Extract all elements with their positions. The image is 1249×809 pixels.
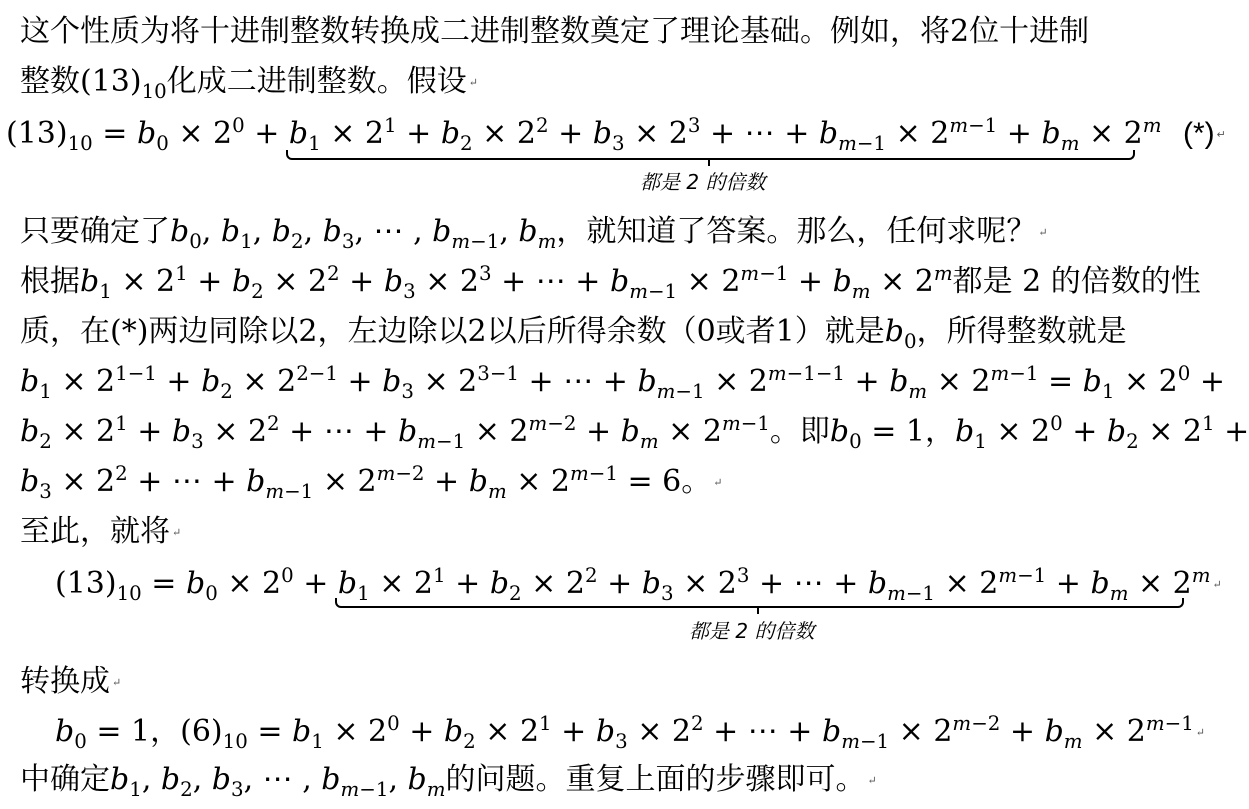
paragraph-6-suffix: 的问题。重复上面的步骤即可。 <box>445 762 866 797</box>
paragraph-6: 中确定$b_1$, $b_2$, $b_3$, ⋯ , $b_{m-1}$, $b_m$的问题。重复上面的步骤即可。 ↵ <box>20 762 877 801</box>
equation-1: $(13)_{10} = b_0 \times 2^0 + b_1 \times 2^1 + b_2 \times 2^2 + b_3 \times 2^3$ + ⋯ + $b_{m-1} \times 2^{m-1} + b_m \times 2^m$ <box>6 114 1162 155</box>
equation-2-brace-label: 都是 2 的倍数 <box>689 619 815 643</box>
paragraph-mark-icon: ↵ <box>172 526 182 539</box>
paragraph-1-text: 这个性质为将十进制整数转换成二进制整数奠定了理论基础。例如，将2位十进制 <box>20 14 1090 49</box>
equation-1-brace-label: 都是 2 的倍数 <box>640 170 766 194</box>
paragraph-3-line-5-end: 。 <box>681 464 712 499</box>
paragraph-3-line-1: 根据$b_1 \times 2^1 + b_2 \times 2^2 + b_3 \times 2^3$ + ⋯ + $b_{m-1} \times 2^{m-1} + b_m \times 2^m$都是 2 的倍数的性 <box>20 262 1201 303</box>
paragraph-3-line-5: $b_3 \times 2^2$ + ⋯ + $b_{m-1} \times 2^{m-2} + b_m \times 2^{m-1} = 6$。 ↵ <box>20 462 723 503</box>
paragraph-3-line-2: 质，在(*)两边同除以2，左边除以2以后所得余数（0或者1）就是$b_0$，所得整数就是 <box>20 314 1127 353</box>
equation-3: $b_0 = 1$，$(6)_{10} = b_1 \times 2^0 + b_2 \times 2^1 + b_3 \times 2^2$ + ⋯ + $b_{m-1} \times 2^{m-2} + b_m \times 2^{m-1}$ ↵ <box>55 712 1206 753</box>
equation-1-tag-text: (*) <box>1183 117 1215 150</box>
equation-3-comma: ， <box>150 714 181 749</box>
paragraph-1-line-2: 整数$(13)_{10}$化成二进制整数。假设 ↵ <box>20 64 478 103</box>
paragraph-3-prefix: 根据 <box>20 264 80 299</box>
equation-3-lhs: (6) <box>180 714 223 749</box>
equation-2-brace-tip <box>757 606 759 614</box>
paragraph-1-line-1 <box>20 14 1089 50</box>
paragraph-mark-icon: ↵ <box>1195 726 1206 739</box>
paragraph-3-mid: 都是 2 的倍数的性 <box>952 264 1201 299</box>
equation-2-lhs: (13) <box>55 566 117 601</box>
paragraph-3-line-4: $b_2 \times 2^1 + b_3 \times 2^2$ + ⋯ + $b_{m-1} \times 2^{m-2} + b_m \times 2^{m-1}$。即$b_0 = 1$，$b_1 \times 2^0 + b_2 \times 2^1$ + <box>20 412 1249 453</box>
paragraph-3-line-4-comma: ， <box>924 414 955 449</box>
paragraph-3-line-2-end: ，所得整数就是 <box>916 314 1127 349</box>
paragraph-2: 只要确定了$b_0$, $b_1$, $b_2$, $b_3$, ⋯ , $b_{m-1}$, $b_m$，就知道了答案。那么，任何求呢？ ↵ <box>20 214 1048 253</box>
equation-2-brace <box>335 598 1184 608</box>
paragraph-mark-icon: ↵ <box>713 476 723 489</box>
paragraph-mark-icon: ↵ <box>1038 226 1048 239</box>
equation-1-tag <box>1183 116 1226 153</box>
paragraph-mark-icon: ↵ <box>1216 129 1226 142</box>
paragraph-1-line-2-prefix: 整数(13) <box>20 64 142 99</box>
paragraph-6-prefix: 中确定 <box>20 762 110 797</box>
paragraph-3-line-3: $b_1 \times 2^{1-1} + b_2 \times 2^{2-1} + b_3 \times 2^{3-1}$ + ⋯ + $b_{m-1} \times 2^{m-1-1} + b_m \times 2^{m-1} = b_1 \times 2^0$ + <box>20 362 1226 403</box>
paragraph-mark-icon: ↵ <box>867 774 877 787</box>
equation-1-lhs-sub: 10 <box>67 132 93 155</box>
paragraph-3-line-2-text: 质，在(*)两边同除以2，左边除以2以后所得余数（0或者1）就是 <box>20 314 885 349</box>
paragraph-5 <box>20 664 121 701</box>
equation-1-brace <box>286 150 1135 160</box>
paragraph-3-line-4-mid: 。即 <box>769 414 830 449</box>
equation-2-lhs-sub: 10 <box>116 582 142 605</box>
paragraph-4-text: 至此，就将 <box>20 514 170 549</box>
paragraph-5-text: 转换成 <box>20 664 110 699</box>
paragraph-mark-icon: ↵ <box>1212 578 1222 591</box>
equation-2: $(13)_{10} = b_0 \times 2^0 + b_1 \times 2^1 + b_2 \times 2^2 + b_3 \times 2^3$ + ⋯ + $b_{m-1} \times 2^{m-1} + b_m \times 2^m$ ↵ <box>55 564 1222 605</box>
paragraph-mark-icon: ↵ <box>468 76 478 89</box>
paragraph-2-suffix: ，就知道了答案。那么，任何求呢？ <box>556 214 1037 249</box>
paragraph-1-line-2-suffix: 化成二进制整数。假设 <box>166 64 467 99</box>
equation-1-lhs: (13) <box>6 116 68 151</box>
paragraph-mark-icon: ↵ <box>112 676 122 689</box>
paragraph-2-prefix: 只要确定了 <box>20 214 170 249</box>
equation-1-brace-tip <box>708 158 710 166</box>
paragraph-4 <box>20 514 181 551</box>
equation-3-lhs-sub: 10 <box>222 730 248 753</box>
